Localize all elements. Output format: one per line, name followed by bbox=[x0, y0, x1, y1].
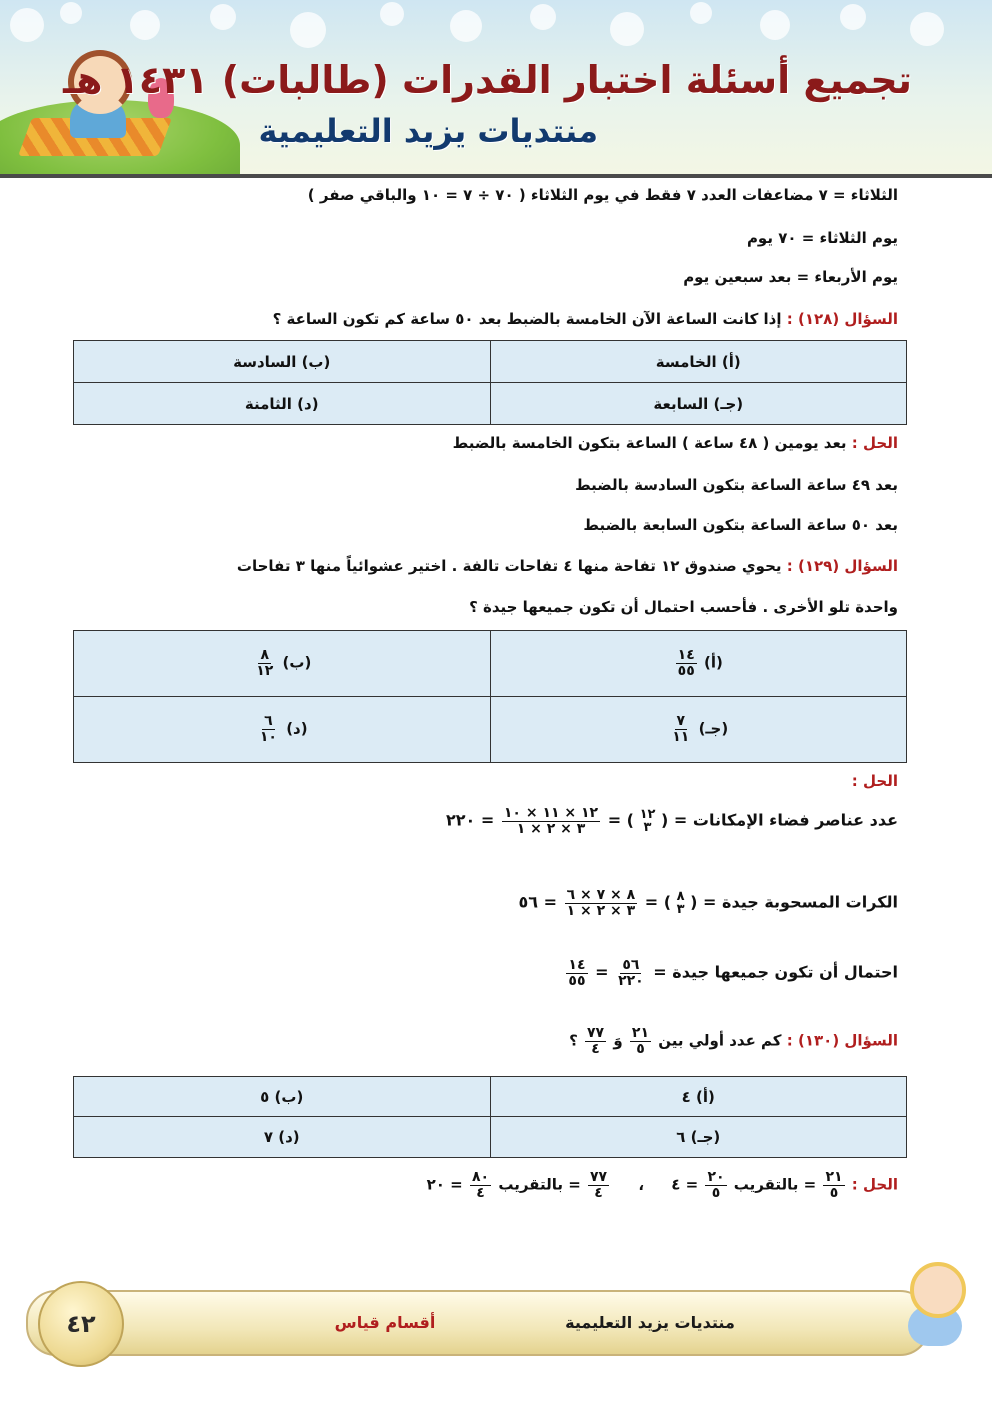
option-a[interactable]: (أ) ٤ bbox=[490, 1077, 907, 1117]
binomial bbox=[640, 808, 656, 834]
option-b[interactable] bbox=[74, 631, 491, 697]
equation-text: احتمال أن تكون جميعها جيدة = bbox=[653, 962, 898, 982]
solution-128-line-2: بعد ٤٩ ساعة الساعة بتكون السادسة بالضبط bbox=[575, 476, 898, 494]
binomial-top: ١٢ bbox=[639, 807, 656, 823]
equation-result: = ٢٠ bbox=[426, 1175, 463, 1194]
forum-name: منتديات يزيد التعليمية bbox=[258, 112, 598, 150]
denominator: ٥ bbox=[711, 1184, 721, 1201]
fraction bbox=[254, 648, 275, 678]
numerator: ٦ bbox=[264, 713, 273, 730]
header-divider bbox=[0, 174, 992, 178]
fraction bbox=[705, 1170, 726, 1200]
question-label: السؤال (١٢٨) : bbox=[786, 310, 898, 328]
footer-section: أقسام قياس bbox=[334, 1313, 436, 1332]
baby-illustration bbox=[900, 1252, 970, 1352]
equation-text: عدد عناصر فضاء الإمكانات = ( bbox=[661, 810, 898, 830]
numerator: ٥٦ bbox=[622, 957, 640, 973]
fraction bbox=[470, 1170, 491, 1200]
solution-129-probability bbox=[564, 958, 898, 988]
numerator: ٢١ bbox=[631, 1025, 649, 1041]
solution-text: بعد يومين ( ٤٨ ساعة ) الساعة بتكون الخامسة بالضبط bbox=[452, 434, 847, 452]
option-c[interactable]: (جـ) ٦ bbox=[490, 1117, 907, 1158]
denominator: ١٠ bbox=[259, 729, 277, 745]
question-text: إذا كانت الساعة الآن الخامسة بالضبط بعد ٥٠ ساعة كم تكون الساعة ؟ bbox=[272, 310, 782, 328]
question-130 bbox=[569, 1026, 898, 1056]
question-128 bbox=[273, 310, 898, 328]
fraction bbox=[565, 888, 638, 918]
numerator: ٢٠ bbox=[707, 1169, 725, 1185]
page-number: ٤٢ bbox=[38, 1281, 124, 1367]
fraction bbox=[670, 714, 691, 744]
options-table-128 bbox=[73, 340, 907, 425]
question-text: كم عدد أولي بين bbox=[658, 1031, 782, 1050]
approx-text: = بالتقريب bbox=[498, 1175, 581, 1194]
numerator: ١٤ bbox=[568, 957, 586, 973]
fraction bbox=[258, 714, 279, 744]
footer-site-name: منتديات يزيد التعليمية bbox=[565, 1313, 735, 1332]
header-banner bbox=[0, 0, 992, 178]
numerator: ٧٧ bbox=[590, 1169, 608, 1185]
denominator: ٢٢٠ bbox=[618, 972, 644, 989]
solution-129-good-balls bbox=[518, 888, 898, 918]
equation-equals: ) = bbox=[607, 810, 634, 830]
option-label: (ب) bbox=[282, 654, 312, 672]
numerator: ٨٠ bbox=[471, 1169, 490, 1185]
denominator: ٣ × ٢ × ١ bbox=[516, 820, 586, 837]
option-label: (أ) bbox=[703, 654, 723, 672]
solution-129-sample-space bbox=[446, 806, 898, 836]
fraction bbox=[502, 806, 600, 836]
numerator: ١٢ × ١١ × ١٠ bbox=[503, 805, 599, 821]
denominator: ٥ bbox=[829, 1184, 839, 1201]
intro-line-1: الثلاثاء = ٧ مضاعفات العدد ٧ فقط في يوم الثلاثاء ( ٧٠ ÷ ٧ = ١٠ والباقي صفر ) bbox=[307, 186, 898, 204]
binomial-top: ٨ bbox=[676, 889, 685, 905]
options-table-129 bbox=[73, 630, 907, 763]
option-label: (جـ) bbox=[698, 720, 729, 738]
solution-label: الحل : bbox=[851, 434, 898, 452]
fraction bbox=[823, 1170, 844, 1200]
footer-bar bbox=[26, 1290, 930, 1356]
approx-text: = بالتقريب bbox=[733, 1175, 817, 1194]
options-table-130 bbox=[73, 1076, 907, 1158]
option-d[interactable]: (د) الثامنة bbox=[74, 383, 491, 425]
option-c[interactable]: (جـ) السابعة bbox=[490, 383, 907, 425]
denominator: ٤ bbox=[476, 1184, 485, 1201]
denominator: ١٢ bbox=[256, 663, 274, 679]
option-b[interactable]: (ب) ٥ bbox=[74, 1077, 491, 1117]
equation-result: = ٤ bbox=[671, 1175, 699, 1194]
denominator: ١١ bbox=[672, 729, 690, 745]
equation-equals: ) = bbox=[644, 892, 672, 912]
binomial-bottom: ٣ bbox=[676, 902, 685, 918]
option-label: (د) bbox=[286, 720, 308, 738]
binomial bbox=[677, 890, 685, 916]
option-a[interactable] bbox=[490, 631, 907, 697]
equation-result: = ٢٢٠ bbox=[446, 810, 495, 830]
numerator: ٨ × ٧ × ٦ bbox=[566, 887, 636, 903]
page-title: تجميع أسئلة اختبار القدرات (طالبات) ١٤٣١ هـ bbox=[63, 58, 912, 102]
denominator: ٤ bbox=[594, 1184, 603, 1201]
equation-result: = ٥٦ bbox=[518, 892, 557, 912]
solution-128-line-1 bbox=[453, 434, 898, 452]
conjunction: وَ bbox=[613, 1031, 623, 1050]
option-a[interactable]: (أ) الخامسة bbox=[490, 341, 907, 383]
solution-label: الحل : bbox=[851, 1175, 898, 1194]
equation-equals: = bbox=[595, 962, 609, 982]
numerator: ٢١ bbox=[825, 1169, 843, 1185]
fraction bbox=[630, 1026, 651, 1056]
denominator: ٣ × ٢ × ١ bbox=[566, 902, 636, 919]
numerator: ٧ bbox=[676, 713, 686, 730]
fraction bbox=[566, 958, 587, 988]
question-text: يحوي صندوق ١٢ تفاحة منها ٤ تفاحات تالفة . اختير عشوائياً منها ٣ تفاحات bbox=[236, 557, 782, 575]
fraction bbox=[676, 648, 697, 678]
denominator: ٤ bbox=[591, 1040, 600, 1057]
fraction bbox=[585, 1026, 606, 1056]
option-b[interactable]: (ب) السادسة bbox=[74, 341, 491, 383]
question-label: السؤال (١٢٩) : bbox=[786, 557, 898, 575]
question-label: السؤال (١٣٠) : bbox=[786, 1031, 898, 1050]
solution-128-line-3: بعد ٥٠ ساعة الساعة بتكون السابعة بالضبط bbox=[583, 516, 898, 534]
option-d[interactable]: (د) ٧ bbox=[74, 1117, 491, 1158]
fraction bbox=[616, 958, 646, 988]
equation-text: الكرات المسحوبة جيدة = ( bbox=[690, 892, 898, 912]
numerator: ٧٧ bbox=[587, 1025, 605, 1041]
solution-129-label: الحل : bbox=[851, 772, 898, 790]
question-129 bbox=[237, 557, 898, 575]
intro-line-2: يوم الثلاثاء = ٧٠ يوم bbox=[746, 229, 898, 247]
denominator: ٥٥ bbox=[677, 663, 695, 679]
intro-line-3: يوم الأربعاء = بعد سبعين يوم bbox=[683, 268, 898, 286]
denominator: ٥٥ bbox=[568, 972, 586, 989]
question-129-line-2: واحدة تلو الأخرى . فأحسب احتمال أن تكون جميعها جيدة ؟ bbox=[469, 598, 898, 616]
separator: ، bbox=[638, 1175, 645, 1194]
numerator: ١٤ bbox=[677, 647, 695, 664]
numerator: ٨ bbox=[260, 647, 270, 664]
solution-130 bbox=[427, 1170, 898, 1200]
option-d[interactable] bbox=[74, 697, 491, 763]
denominator: ٥ bbox=[636, 1040, 645, 1057]
option-c[interactable] bbox=[490, 697, 907, 763]
question-mark: ؟ bbox=[569, 1031, 578, 1050]
fraction bbox=[588, 1170, 609, 1200]
binomial-bottom: ٣ bbox=[643, 820, 652, 836]
